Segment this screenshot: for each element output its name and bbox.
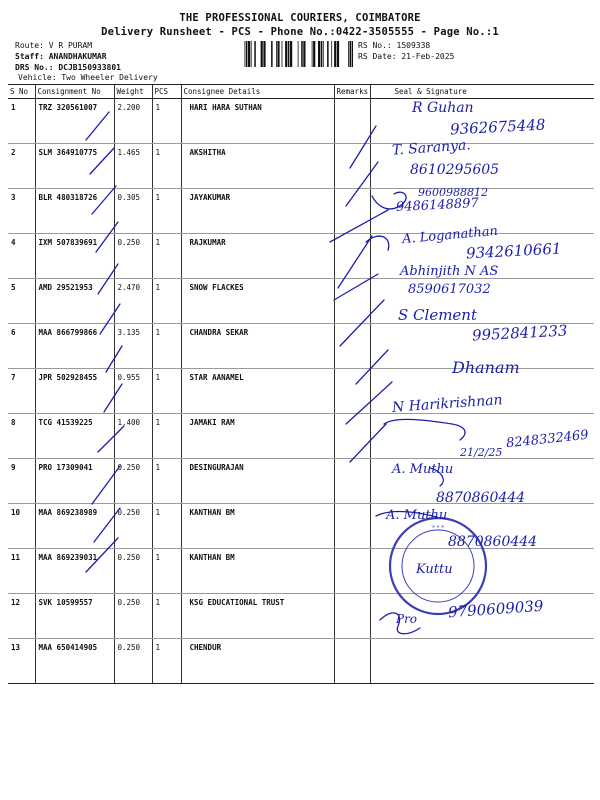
row-consignment-no: MAA 866799866 (35, 324, 114, 369)
row-sno: 11 (8, 549, 35, 594)
signature-r5: Abhinjith N AS (400, 264, 499, 279)
table-row (8, 369, 594, 414)
col-header-remarks: Remarks (334, 85, 370, 99)
row-remarks (334, 369, 370, 414)
table-row (8, 594, 594, 639)
row-sno: 10 (8, 504, 35, 549)
row-consignment-no: TCG 41539225 (35, 414, 114, 459)
table-row (8, 189, 594, 234)
row-sno: 2 (8, 144, 35, 189)
row-sno: 13 (8, 639, 35, 684)
row-consignment-no: BLR 480318726 (35, 189, 114, 234)
row-consignment-no: JPR 502928455 (35, 369, 114, 414)
row-weight: 0.250 (114, 639, 152, 684)
row-pcs: 1 (152, 234, 181, 279)
col-header-weight: Weight (114, 85, 152, 99)
row-pcs: 1 (152, 99, 181, 144)
row-signature (370, 639, 594, 684)
row-consignment-no: PRO 17309041 (35, 459, 114, 504)
row-consignee: AKSHITHA (181, 144, 334, 189)
rs-date: RS Date: 21-Feb-2025 (358, 52, 455, 61)
row-pcs: 1 (152, 459, 181, 504)
col-header-sno: S No (8, 85, 35, 99)
col-header-pcs: PCS (152, 85, 181, 99)
col-header-signature: Seal & Signature (370, 85, 594, 99)
row-weight: 1.400 (114, 414, 152, 459)
row-pcs: 1 (152, 549, 181, 594)
table-row (8, 459, 594, 504)
signature-r11: A. Muthu (386, 508, 448, 523)
row-signature (370, 594, 594, 639)
row-remarks (334, 504, 370, 549)
row-consignee: KSG EDUCATIONAL TRUST (181, 594, 334, 639)
phone-r10: 8870860444 (436, 490, 526, 506)
phone-r9: 8248332469 (505, 427, 590, 452)
row-weight: 3.135 (114, 324, 152, 369)
row-weight: 0.250 (114, 234, 152, 279)
row-weight: 0.250 (114, 594, 152, 639)
signature-r10: A. Muthu (392, 462, 454, 477)
row-signature (370, 414, 594, 459)
row-pcs: 1 (152, 504, 181, 549)
rs-number: RS No.: 1509338 (358, 41, 431, 50)
row-consignment-no: MAA 869239031 (35, 549, 114, 594)
row-consignee: SNOW FLACKES (181, 279, 334, 324)
row-sno: 9 (8, 459, 35, 504)
row-weight: 0.250 (114, 459, 152, 504)
row-sno: 8 (8, 414, 35, 459)
phone-r4: 9342610661 (465, 239, 562, 263)
date-r9: 21/2/25 (460, 446, 503, 459)
row-sno: 4 (8, 234, 35, 279)
row-signature (370, 144, 594, 189)
row-remarks (334, 459, 370, 504)
row-remarks (334, 414, 370, 459)
phone-r5: 8590617032 (408, 282, 491, 297)
col-header-consignment: Consignment No (35, 85, 114, 99)
row-consignment-no: SVK 10599557 (35, 594, 114, 639)
table-row (8, 324, 594, 369)
row-pcs: 1 (152, 639, 181, 684)
row-consignee: STAR AANAMEL (181, 369, 334, 414)
row-remarks (334, 144, 370, 189)
row-consignee: KANTHAN BM (181, 549, 334, 594)
delivery-table (8, 84, 594, 684)
phone-r2: 8610295605 (410, 162, 500, 178)
table-row (8, 639, 594, 684)
runsheet-subtitle: Delivery Runsheet - PCS - Phone No.:0422-3505555 - Page No.:1 (101, 26, 499, 38)
row-consignee: DESINGURAJAN (181, 459, 334, 504)
phone-r1: 9362675448 (449, 115, 546, 139)
row-signature (370, 321, 594, 369)
row-signature (370, 279, 594, 324)
row-remarks (334, 234, 370, 279)
signature-r2: T. Saranya. (391, 137, 472, 159)
svg-text:* * *: * * * (431, 525, 445, 532)
row-sno: 1 (8, 99, 35, 144)
phone-r3: 9486148897 (395, 195, 480, 216)
row-weight: 0.955 (114, 369, 152, 414)
phone-r6: 9952841233 (471, 321, 568, 345)
table-row (8, 279, 594, 324)
row-pcs: 1 (152, 144, 181, 189)
row-pcs: 1 (152, 414, 181, 459)
row-consignment-no: MAA 869238989 (35, 504, 114, 549)
row-signature (370, 189, 594, 234)
row-weight: 0.250 (114, 549, 152, 594)
vehicle-label: Vehicle: Two Wheeler Delivery (18, 73, 158, 82)
row-remarks (334, 594, 370, 639)
signature-r12: Kuttu (416, 562, 453, 577)
row-consignee: RAJKUMAR (181, 234, 334, 279)
row-remarks (334, 639, 370, 684)
row-remarks (334, 279, 370, 324)
row-consignment-no: IXM 507839691 (35, 234, 114, 279)
row-consignee: JAYAKUMAR (181, 189, 334, 234)
table-row (8, 234, 594, 279)
col-header-consignee: Consignee Details (181, 85, 334, 99)
row-pcs: 1 (152, 324, 181, 369)
row-sno: 12 (8, 594, 35, 639)
table-row (8, 549, 594, 594)
table-header-row (8, 85, 594, 99)
company-title: THE PROFESSIONAL COURIERS, COIMBATORE (179, 12, 421, 24)
row-signature (370, 369, 594, 414)
barcode-icon (241, 41, 353, 67)
row-signature (370, 99, 594, 144)
row-consignee: CHENDUR (181, 639, 334, 684)
table-row (8, 414, 594, 459)
staff-label: Staff: ANANDHAKUMAR (15, 52, 107, 61)
signature-r8: N Harikrishnan (391, 392, 504, 416)
row-weight: 1.465 (114, 144, 152, 189)
row-pcs: 1 (152, 279, 181, 324)
row-pcs: 1 (152, 369, 181, 414)
row-weight: 0.250 (114, 504, 152, 549)
row-weight: 0.305 (114, 189, 152, 234)
signature-r7: Dhanam (452, 358, 520, 377)
row-remarks (334, 99, 370, 144)
row-consignee: JAMAKI RAM (181, 414, 334, 459)
table-row (8, 99, 594, 144)
row-weight: 2.470 (114, 279, 152, 324)
row-consignment-no: TRZ 320561007 (35, 99, 114, 144)
row-consignee: HARI HARA SUTHAN (181, 99, 334, 144)
row-signature (370, 504, 594, 549)
row-remarks (334, 189, 370, 234)
row-remarks (334, 549, 370, 594)
row-consignment-no: MAA 650414905 (35, 639, 114, 684)
row-signature (370, 234, 594, 279)
row-sno: 3 (8, 189, 35, 234)
row-consignee: CHANDRA SEKAR (181, 324, 334, 369)
phone-r11: 8870860444 (448, 534, 538, 550)
table-row (8, 144, 594, 189)
drs-number: DRS No.: DCJB150933801 (15, 63, 121, 72)
row-sno: 6 (8, 324, 35, 369)
table-row (8, 504, 594, 549)
row-weight: 2.200 (114, 99, 152, 144)
row-signature (370, 549, 594, 594)
signature-r6: S Clement (398, 306, 477, 324)
phone-r13: 9790609039 (447, 596, 544, 622)
row-sno: 5 (8, 279, 35, 324)
signature-r4: A. Loganathan (401, 223, 499, 248)
row-pcs: 1 (152, 594, 181, 639)
row-pcs: 1 (152, 189, 181, 234)
route-label: Route: V R PURAM (15, 41, 93, 50)
phone-r3-top: 9600988812 (418, 186, 488, 199)
signature-r1: R Guhan (412, 100, 474, 116)
row-sno: 7 (8, 369, 35, 414)
row-consignment-no: SLM 364910775 (35, 144, 114, 189)
row-signature (370, 459, 594, 504)
signature-r13: Pro (396, 612, 418, 626)
row-consignee: KANTHAN BM (181, 504, 334, 549)
row-remarks (334, 324, 370, 369)
row-consignment-no: AMD 29521953 (35, 279, 114, 324)
